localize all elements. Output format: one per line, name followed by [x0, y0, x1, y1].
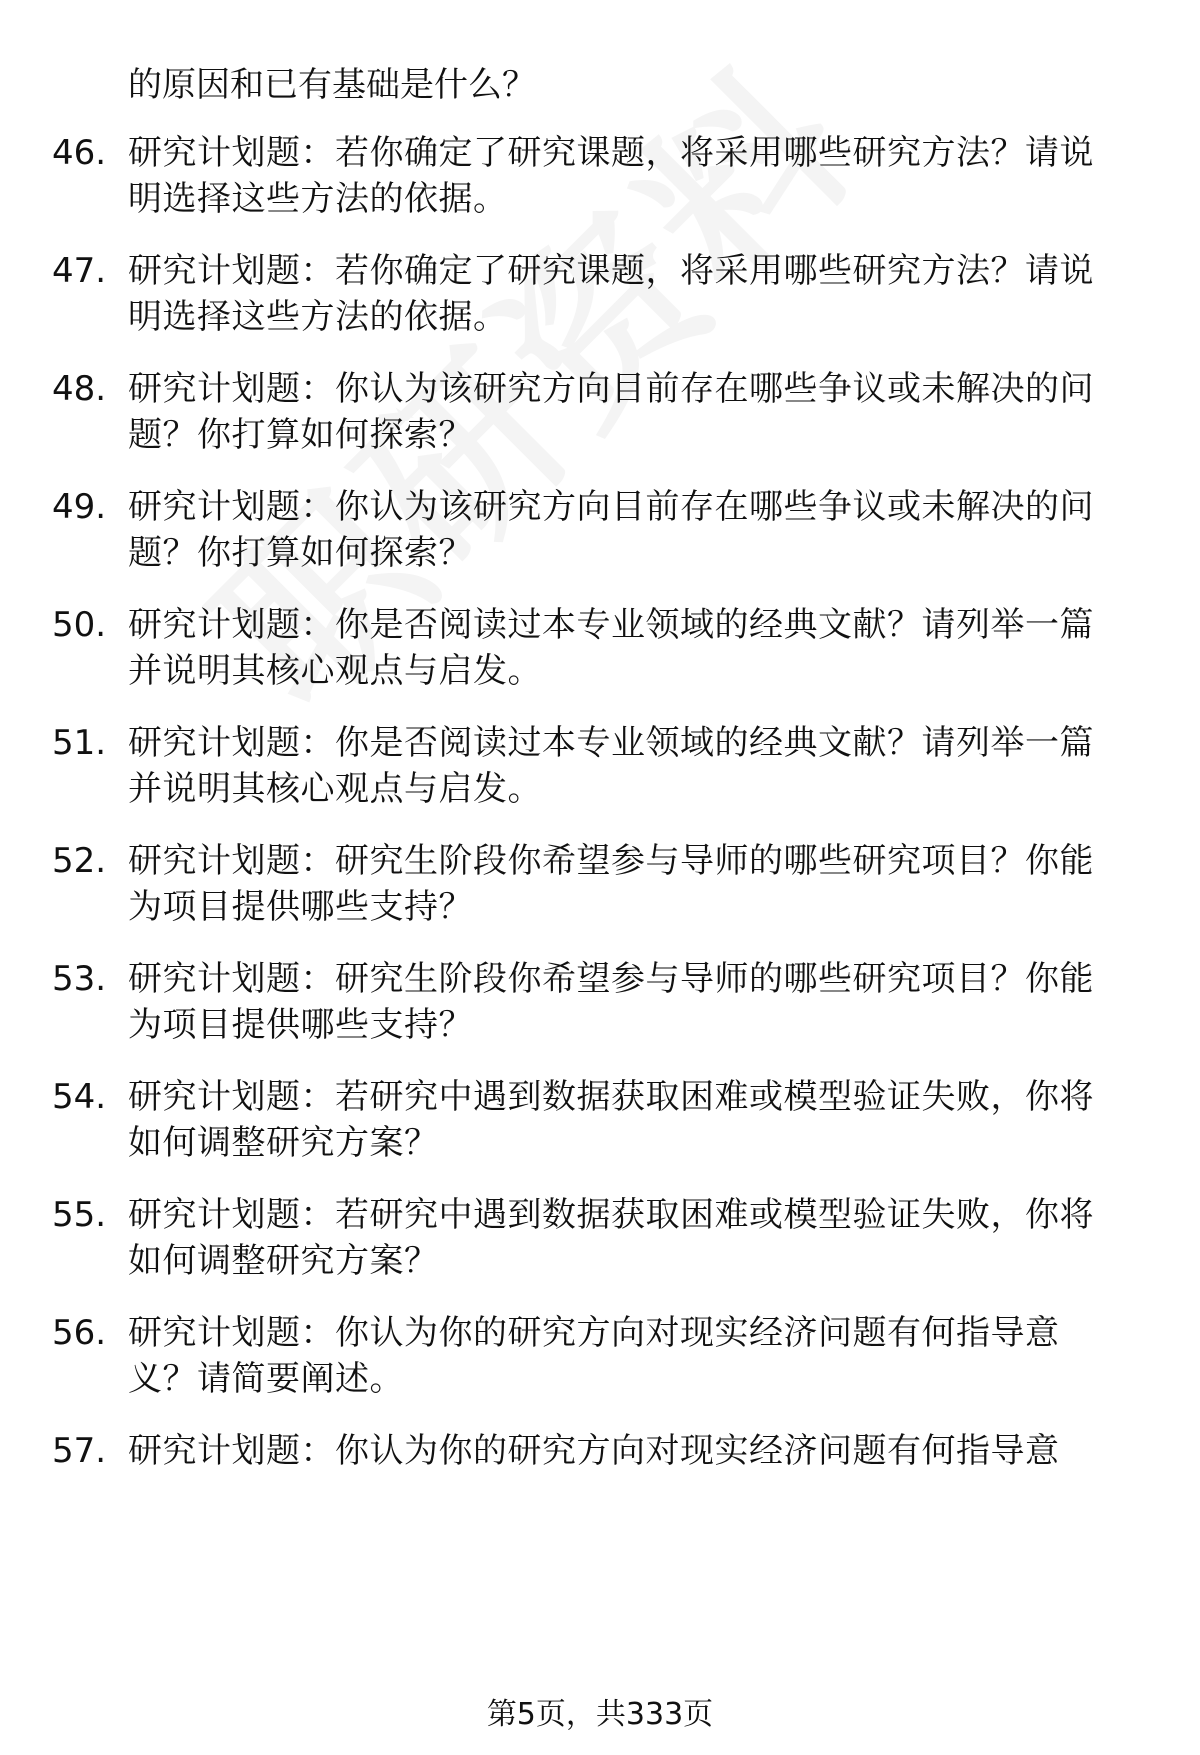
question-number: 48. — [52, 369, 107, 409]
question-number: 51. — [52, 723, 107, 763]
question-line: 研究计划题：你认为你的研究方向对现实经济问题有何指导意 — [128, 1431, 1060, 1471]
question-text — [128, 720, 1143, 812]
question-text — [128, 248, 1143, 340]
question-text — [128, 1192, 1143, 1284]
question-number: 54. — [52, 1077, 107, 1117]
question-text — [128, 130, 1143, 222]
question-text — [128, 602, 1143, 694]
question-line: 题？你打算如何探索？ — [128, 533, 473, 573]
question-text — [128, 1310, 1143, 1402]
question-line: 研究计划题：你是否阅读过本专业领域的经典文献？请列举一篇 — [128, 605, 1094, 645]
question-line: 为项目提供哪些支持？ — [128, 887, 473, 927]
question-line: 研究计划题：研究生阶段你希望参与导师的哪些研究项目？你能 — [128, 959, 1094, 999]
question-line: 义？请简要阐述。 — [128, 1359, 404, 1399]
question-line: 明选择这些方法的依据。 — [128, 179, 508, 219]
question-text — [128, 838, 1143, 930]
question-line: 研究计划题：你是否阅读过本专业领域的经典文献？请列举一篇 — [128, 723, 1094, 763]
question-number: 55. — [52, 1195, 107, 1235]
question-number: 46. — [52, 133, 107, 173]
question-number: 53. — [52, 959, 107, 999]
question-text — [128, 956, 1143, 1048]
question-line: 并说明其核心观点与启发。 — [128, 769, 542, 809]
question-line: 研究计划题：你认为该研究方向目前存在哪些争议或未解决的问 — [128, 369, 1094, 409]
question-text — [128, 1074, 1143, 1166]
question-line: 如何调整研究方案？ — [128, 1241, 439, 1281]
question-text — [128, 366, 1143, 458]
question-number: 52. — [52, 841, 107, 881]
question-line: 研究计划题：若你确定了研究课题，将采用哪些研究方法？请说 — [128, 133, 1094, 173]
question-line: 研究计划题：研究生阶段你希望参与导师的哪些研究项目？你能 — [128, 841, 1094, 881]
question-line: 明选择这些方法的依据。 — [128, 297, 508, 337]
question-line: 并说明其核心观点与启发。 — [128, 651, 542, 691]
question-line: 研究计划题：若研究中遇到数据获取困难或模型验证失败，你将 — [128, 1195, 1094, 1235]
question-line: 研究计划题：你认为该研究方向目前存在哪些争议或未解决的问 — [128, 487, 1094, 527]
question-line: 为项目提供哪些支持？ — [128, 1005, 473, 1045]
question-text — [128, 1428, 1143, 1474]
question-number: 47. — [52, 251, 107, 291]
question-number: 50. — [52, 605, 107, 645]
question-line: 研究计划题：若你确定了研究课题，将采用哪些研究方法？请说 — [128, 251, 1094, 291]
question-number: 56. — [52, 1313, 107, 1353]
question-number: 57. — [52, 1431, 107, 1471]
page-footer: 第5页，共333页 — [486, 1697, 714, 1732]
question-text — [128, 484, 1143, 576]
question-continuation-text: 的原因和已有基础是什么？ — [128, 65, 536, 105]
question-line: 研究计划题：若研究中遇到数据获取困难或模型验证失败，你将 — [128, 1077, 1094, 1117]
question-line: 题？你打算如何探索？ — [128, 415, 473, 455]
question-line: 研究计划题：你认为你的研究方向对现实经济问题有何指导意 — [128, 1313, 1060, 1353]
question-line: 如何调整研究方案？ — [128, 1123, 439, 1163]
question-number: 49. — [52, 487, 107, 527]
